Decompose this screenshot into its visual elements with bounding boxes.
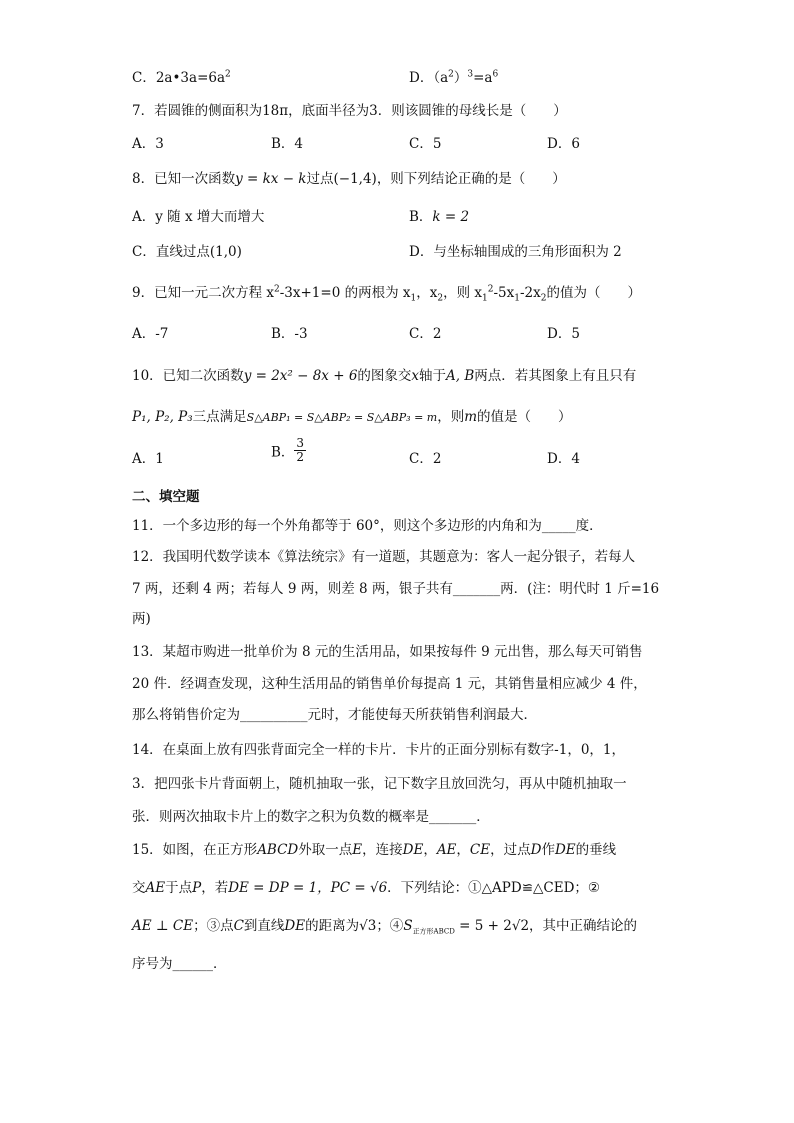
q13-line3: 那么将销售价定为__________元时，才能使每天所获销售利润最大．: [132, 707, 537, 723]
q10-option-b: B． $\frac{3}{2}$: [271, 436, 305, 464]
q7-option-a: A．3: [132, 136, 164, 152]
q7-option-c: C．5: [409, 136, 442, 152]
q14-line1: 14．在桌面上放有四张背面完全一样的卡片．卡片的正面分别标有数字-1，0，1，: [132, 742, 626, 758]
q12-line2: 7 两，还剩 4 两；若每人 9 两，则差 8 两，银子共有_______两．(注：明代时 1 斤=16: [132, 581, 660, 597]
q14-line3: 张．则两次抽取卡片上的数字之积为负数的概率是_______．: [132, 809, 490, 825]
q15-line1: 15．如图，在正方形ABCD外取一点E，连接DE，AE，CE，过点D作DE的垂线: [132, 842, 617, 858]
q13-line1: 13．某超市购进一批单价为 8 元的生活用品，如果按每件 9 元出售，那么每天可销售: [132, 644, 643, 660]
q10-option-a: A．1: [132, 451, 164, 467]
q9-option-c: C．2: [409, 326, 442, 342]
q10-stem-line2: P₁, P₂, P₃三点满足S△ABP₁ = S△ABP₂ = S△ABP₃ = m，则m的值是（ ）: [132, 409, 572, 425]
q15-line2: 交AE于点P，若DE = DP = 1，PC = √6．下列结论：①△APD≌△CED；②: [132, 880, 601, 896]
q9-option-d: D．5: [547, 326, 580, 342]
q11-stem: 11．一个多边形的每一个外角都等于 60°，则这个多边形的内角和为_____度．: [132, 518, 603, 534]
q7-option-d: D．6: [547, 136, 580, 152]
q8-option-a: A．y 随 x 增大而增大: [132, 209, 265, 225]
q9-stem: 9．已知一元二次方程 $x^2-3x+1=0$ 的两根为 $x_1$，$x_2$，则 $x_1^2-5x_1-2x_2$的值为（ ）: [132, 284, 641, 304]
q7-option-b: B．4: [271, 136, 304, 152]
q12-line3: 两): [132, 611, 151, 627]
q8-stem: 8．已知一次函数y = kx − k过点(−1,4)，则下列结论正确的是（ ）: [132, 171, 566, 187]
q8-option-d: D．与坐标轴围成的三角形面积为 2: [409, 244, 622, 260]
q6-option-d: D．$(a^2)^3=a^6$: [409, 69, 499, 86]
q15-line3: AE ⊥ CE；③点C到直线DE的距离为√3；$④S_{正方形ABCD} = 5 + 2√2$，其中正确结论的: [132, 918, 638, 936]
q8-option-b: B．k = 2: [409, 209, 470, 225]
q15-line4: 序号为______．: [132, 956, 227, 972]
q9-option-a: A．-7: [132, 326, 169, 342]
q12-line1: 12．我国明代数学读本《算法统宗》有一道题，其题意为：客人一起分银子，若每人: [132, 549, 636, 565]
q10-option-c: C．2: [409, 451, 442, 467]
q9-option-b: B．-3: [271, 326, 308, 342]
section-heading-fill-in: 二、填空题: [132, 489, 200, 505]
q6-option-c: C．$2a•3a=6a^2$: [132, 69, 231, 86]
q8-option-c: C．直线过点(1,0): [132, 244, 242, 260]
q7-stem: 7．若圆锥的侧面积为18π，底面半径为3．则该圆锥的母线长是（ ）: [132, 103, 567, 119]
q13-line2: 20 件．经调查发现，这种生活用品的销售单价每提高 1 元，其销售量相应减少 4 件，: [132, 676, 647, 692]
q10-stem-line1: 10．已知二次函数y = 2x² − 8x + 6的图象交x轴于A, B两点．若其图象上有且只有: [132, 368, 637, 384]
q10-option-b-fraction: $\frac{3}{2}$: [296, 436, 305, 464]
q10-option-d: D．4: [547, 451, 580, 467]
q14-line2: 3．把四张卡片背面朝上，随机抽取一张，记下数字且放回洗匀，再从中随机抽取一: [132, 776, 627, 792]
